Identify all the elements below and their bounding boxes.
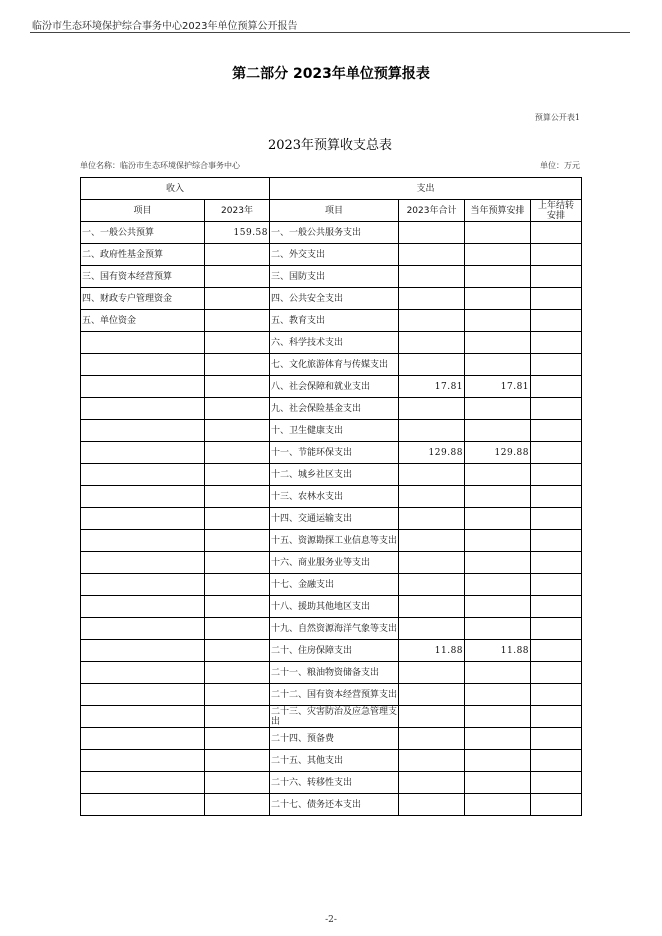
expense-total-cell [399, 706, 465, 728]
expense-carryover-cell [531, 266, 582, 288]
expense-item-header: 项目 [270, 200, 399, 222]
table-row [81, 442, 582, 464]
table-row [81, 640, 582, 662]
expense-carryover-cell [531, 310, 582, 332]
expense-total-cell [399, 794, 465, 816]
income-item-cell: 五、单位资金 [81, 310, 205, 332]
expense-total-cell [399, 552, 465, 574]
table-row [81, 794, 582, 816]
table-row [81, 376, 582, 398]
income-item-cell [81, 552, 205, 574]
expense-current-cell [465, 266, 531, 288]
income-value-cell [205, 486, 270, 508]
table-row [81, 706, 582, 728]
income-item-cell [81, 684, 205, 706]
income-value-cell [205, 574, 270, 596]
expense-current-cell [465, 508, 531, 530]
income-value-cell [205, 398, 270, 420]
expense-current-cell [465, 222, 531, 244]
expense-carryover-cell [531, 442, 582, 464]
header-rule [30, 32, 630, 33]
expense-item-cell: 二十四、预备费 [270, 728, 399, 750]
income-value-cell [205, 354, 270, 376]
expense-header: 支出 [270, 178, 582, 200]
expense-item-cell: 二十七、债务还本支出 [270, 794, 399, 816]
expense-carryover-cell [531, 728, 582, 750]
table-number: 预算公开表1 [534, 113, 580, 122]
expense-total-cell [399, 464, 465, 486]
expense-carryover-cell [531, 618, 582, 640]
expense-carryover-cell [531, 354, 582, 376]
income-value-cell [205, 376, 270, 398]
expense-item-cell: 二十三、灾害防治及应急管理支出 [271, 706, 398, 727]
table-row [81, 398, 582, 420]
income-value-cell [205, 266, 270, 288]
income-value-cell [205, 640, 270, 662]
income-value-cell [205, 772, 270, 794]
expense-item-cell: 九、社会保险基金支出 [270, 398, 399, 420]
expense-item-cell: 二十一、粮油物资储备支出 [270, 662, 399, 684]
expense-total-cell [399, 772, 465, 794]
expense-item-cell: 五、教育支出 [270, 310, 399, 332]
expense-total-cell [399, 574, 465, 596]
expense-current-cell [465, 684, 531, 706]
table-row [81, 508, 582, 530]
expense-total-cell [399, 310, 465, 332]
expense-total-cell [399, 332, 465, 354]
expense-carryover-cell [531, 794, 582, 816]
expense-current-cell [465, 552, 531, 574]
expense-current-cell [465, 288, 531, 310]
income-value-cell [205, 618, 270, 640]
expense-item-cell: 十一、节能环保支出 [270, 442, 399, 464]
expense-current-cell [465, 310, 531, 332]
expense-total-cell [399, 398, 465, 420]
expense-total-cell [399, 486, 465, 508]
expense-current-cell [465, 596, 531, 618]
income-item-cell [81, 596, 205, 618]
table-row [81, 618, 582, 640]
expense-item-cell: 二十六、转移性支出 [270, 772, 399, 794]
income-value-cell [205, 288, 270, 310]
expense-total-cell [399, 420, 465, 442]
expense-current-cell: 11.88 [465, 640, 531, 662]
table-title: 2023年预算收支总表 [267, 138, 393, 153]
running-header: 临汾市生态环境保护综合事务中心2023年单位预算公开报告 [32, 21, 298, 32]
table-row [81, 244, 582, 266]
income-item-cell [81, 750, 205, 772]
expense-current-cell [465, 332, 531, 354]
expense-total-cell [399, 354, 465, 376]
income-item-cell [81, 376, 205, 398]
income-item-header: 项目 [81, 200, 205, 222]
income-value-cell [205, 706, 270, 728]
expense-item-cell: 八、社会保障和就业支出 [270, 376, 399, 398]
carryover-header-line1: 上年结转 [538, 200, 575, 211]
expense-current-cell [465, 618, 531, 640]
expense-carryover-cell [531, 508, 582, 530]
expense-total-cell [399, 596, 465, 618]
income-value-cell [205, 794, 270, 816]
expense-carryover-cell [531, 376, 582, 398]
expense-current-cell [465, 398, 531, 420]
expense-total-cell [399, 222, 465, 244]
expense-current-cell [465, 728, 531, 750]
expense-current-cell [465, 706, 531, 728]
expense-total-cell [399, 288, 465, 310]
expense-item-cell: 十九、自然资源海洋气象等支出 [270, 618, 399, 640]
expense-carryover-cell [531, 552, 582, 574]
expense-current-cell [465, 772, 531, 794]
table-row [81, 728, 582, 750]
income-item-cell [81, 728, 205, 750]
income-value-cell [205, 552, 270, 574]
income-item-cell [81, 772, 205, 794]
income-value-cell [205, 244, 270, 266]
expense-carryover-cell [531, 398, 582, 420]
expense-item-cell: 十四、交通运输支出 [270, 508, 399, 530]
expense-item-cell: 十六、商业服务业等支出 [270, 552, 399, 574]
expense-carryover-cell [531, 222, 582, 244]
table-row [81, 332, 582, 354]
page-number: -2- [325, 915, 337, 925]
expense-total-header: 2023年合计 [399, 200, 465, 222]
expense-carryover-cell [531, 640, 582, 662]
table-row [81, 684, 582, 706]
table-row [81, 288, 582, 310]
expense-total-cell: 129.88 [399, 442, 465, 464]
expense-carryover-cell [531, 596, 582, 618]
income-item-cell [81, 794, 205, 816]
income-item-cell [81, 662, 205, 684]
expense-item-cell: 十八、援助其他地区支出 [270, 596, 399, 618]
expense-item-cell: 二十二、国有资本经营预算支出 [270, 684, 399, 706]
expense-carryover-cell [531, 486, 582, 508]
income-item-cell: 二、政府性基金预算 [81, 244, 205, 266]
table-row [81, 464, 582, 486]
table-row [81, 662, 582, 684]
income-value-cell [205, 728, 270, 750]
table-row [81, 596, 582, 618]
income-header: 收入 [81, 178, 270, 200]
table-header-row-columns [81, 200, 582, 222]
income-item-cell [81, 420, 205, 442]
table-row [81, 222, 582, 244]
expense-carryover-header [531, 200, 582, 222]
income-item-cell [81, 574, 205, 596]
expense-current-cell [465, 464, 531, 486]
expense-current-cell [465, 574, 531, 596]
budget-summary-table [80, 177, 582, 816]
expense-current-cell [465, 244, 531, 266]
income-value-cell [205, 684, 270, 706]
income-year-header: 2023年 [205, 200, 270, 222]
expense-item-cell: 四、公共安全支出 [270, 288, 399, 310]
expense-total-cell [399, 728, 465, 750]
income-value-cell [205, 662, 270, 684]
expense-current-cell [465, 486, 531, 508]
expense-carryover-cell [531, 706, 582, 728]
expense-total-cell: 11.88 [399, 640, 465, 662]
expense-current-cell [465, 420, 531, 442]
expense-carryover-cell [531, 750, 582, 772]
expense-item-cell: 二十、住房保障支出 [270, 640, 399, 662]
expense-item-cell: 二、外交支出 [270, 244, 399, 266]
expense-current-cell [465, 794, 531, 816]
expense-total-cell [399, 244, 465, 266]
income-value-cell [205, 508, 270, 530]
income-item-cell: 一、一般公共预算 [81, 222, 205, 244]
income-value-cell [205, 750, 270, 772]
income-item-cell [81, 530, 205, 552]
expense-carryover-cell [531, 288, 582, 310]
income-value-cell [205, 464, 270, 486]
table-row [81, 354, 582, 376]
expense-carryover-cell [531, 530, 582, 552]
expense-carryover-cell [531, 332, 582, 354]
expense-total-cell: 17.81 [399, 376, 465, 398]
income-value-cell [205, 596, 270, 618]
income-value-cell: 159.58 [205, 222, 270, 244]
income-value-cell [205, 332, 270, 354]
expense-total-cell [399, 662, 465, 684]
carryover-header-line2: 安排 [547, 210, 566, 221]
unit-name: 单位名称：临汾市生态环境保护综合事务中心 [80, 161, 240, 170]
expense-total-cell [399, 530, 465, 552]
income-item-cell [81, 398, 205, 420]
expense-item-cell: 三、国防支出 [270, 266, 399, 288]
income-item-cell [81, 508, 205, 530]
expense-current-cell [465, 530, 531, 552]
table-row [81, 574, 582, 596]
unit-label: 单位：万元 [540, 161, 580, 170]
income-item-cell [81, 618, 205, 640]
expense-carryover-cell [531, 772, 582, 794]
table-row [81, 486, 582, 508]
income-item-cell: 四、财政专户管理资金 [81, 288, 205, 310]
expense-item-cell: 十五、资源勘探工业信息等支出 [270, 530, 399, 552]
income-value-cell [205, 310, 270, 332]
income-item-cell [81, 640, 205, 662]
income-item-cell [81, 332, 205, 354]
expense-current-cell [465, 750, 531, 772]
table-row [81, 772, 582, 794]
expense-current-cell: 17.81 [465, 376, 531, 398]
expense-total-cell [399, 508, 465, 530]
expense-total-cell [399, 750, 465, 772]
expense-item-cell: 一、一般公共服务支出 [270, 222, 399, 244]
expense-current-header: 当年预算安排 [465, 200, 531, 222]
expense-current-cell [465, 354, 531, 376]
part-title: 第二部分 2023年单位预算报表 [232, 66, 430, 82]
expense-item-cell: 六、科学技术支出 [270, 332, 399, 354]
income-item-cell [81, 464, 205, 486]
income-item-cell: 三、国有资本经营预算 [81, 266, 205, 288]
expense-item-cell: 十、卫生健康支出 [270, 420, 399, 442]
expense-item-cell: 十七、金融支出 [270, 574, 399, 596]
expense-carryover-cell [531, 464, 582, 486]
table-row [81, 420, 582, 442]
expense-item-cell: 二十五、其他支出 [270, 750, 399, 772]
income-value-cell [205, 442, 270, 464]
income-item-cell [81, 706, 205, 728]
expense-current-cell: 129.88 [465, 442, 531, 464]
table-row [81, 530, 582, 552]
table-header-row-group [81, 178, 582, 200]
expense-carryover-cell [531, 662, 582, 684]
table-row [81, 552, 582, 574]
expense-total-cell [399, 266, 465, 288]
expense-item-cell: 十三、农林水支出 [270, 486, 399, 508]
income-value-cell [205, 530, 270, 552]
expense-carryover-cell [531, 684, 582, 706]
table-row [81, 310, 582, 332]
expense-item-cell: 十二、城乡社区支出 [270, 464, 399, 486]
table-row [81, 266, 582, 288]
table-row [81, 750, 582, 772]
expense-total-cell [399, 684, 465, 706]
expense-carryover-cell [531, 574, 582, 596]
expense-current-cell [465, 662, 531, 684]
expense-total-cell [399, 618, 465, 640]
income-item-cell [81, 442, 205, 464]
expense-carryover-cell [531, 420, 582, 442]
income-item-cell [81, 486, 205, 508]
expense-item-cell: 七、文化旅游体育与传媒支出 [270, 354, 399, 376]
income-value-cell [205, 420, 270, 442]
expense-carryover-cell [531, 244, 582, 266]
income-item-cell [81, 354, 205, 376]
